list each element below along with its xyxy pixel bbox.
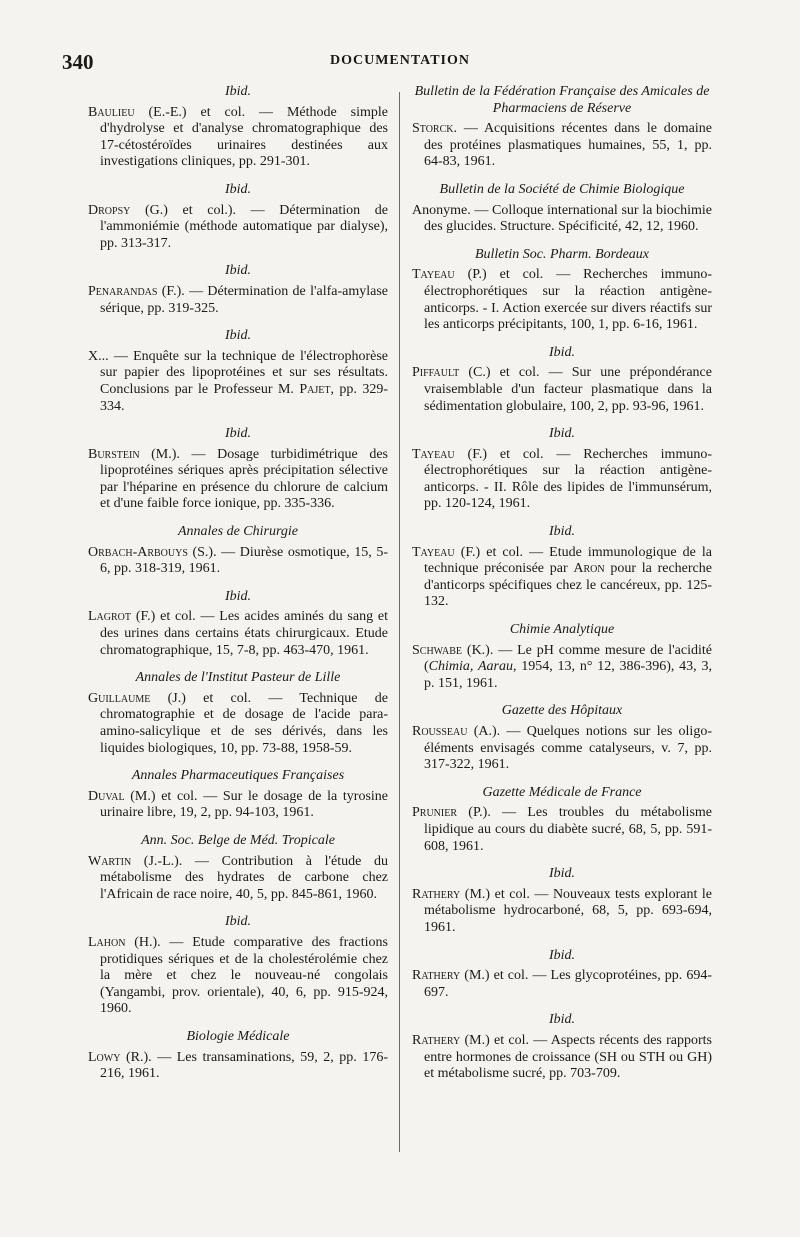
page-number: 340 — [62, 50, 94, 74]
bibliography-entry — [412, 643, 712, 693]
entry-italic: Chimia, Aarau — [428, 659, 513, 675]
running-head: DOCUMENTATION — [329, 53, 471, 68]
entry-text: (K.). — Le pH comme mesure de l'acidité ( — [424, 642, 712, 675]
entry-author: X — [88, 348, 99, 364]
journal-heading: Gazette Médicale de France — [482, 784, 642, 800]
bibliography-entry — [412, 968, 712, 1001]
journal-heading: Bulletin de la Fédération Française des Amicales de Pharmaciens de Réserve — [414, 84, 710, 116]
bibliography-entry — [412, 545, 712, 611]
journal-heading: Biologie Médicale — [186, 1028, 290, 1044]
entry-text: (J.-L.). — Contribution à l'étude du métabolisme des hydrates de carbone chez l'Africain de race noire, 40, 5, pp. 845-861, 1960. — [100, 853, 388, 902]
entry-text: (F.) et col. — Les acides aminés du sang et des urines dans certains états chirurgicaux. Etude chromatographique, 15, 7-8, pp. 463-470, 1961. — [100, 609, 388, 658]
entry-author: Piffault — [412, 365, 460, 381]
entry-text: , pp. 329-334. — [100, 381, 388, 414]
bibliography-entry — [88, 105, 388, 171]
entry-text: (P.). — Les troubles du métabolisme lipidique au cours du diabète sucré, 68, 5, pp. 591-608, 1961. — [424, 805, 712, 854]
journal-heading: Ibid. — [548, 866, 576, 882]
entry-author: Rathery — [412, 886, 461, 902]
entry-text: pour la recherche d'anticorps spécifiques chez le cancéreux, pp. 125-132. — [424, 561, 712, 610]
journal-heading: Bulletin de la Société de Chimie Biologique — [439, 181, 685, 197]
bibliography-entry — [412, 203, 712, 236]
entry-author: Tayeau — [412, 446, 455, 462]
bibliography-entry — [88, 349, 388, 415]
left-column — [88, 84, 388, 1083]
entry-author: Schwabe — [412, 642, 463, 658]
bibliography-entry — [88, 447, 388, 513]
entry-text: , 1954, 13, n° 12, 386-396), 43, 3, p. 151, 1961. — [424, 659, 712, 691]
entry-text: (C.) et col. — Sur une prépondérance vraisemblable d'un facteur plasmatique dans la sédimentation globulaire, 100, 2, pp. 93-96, 1961. — [424, 365, 712, 414]
bibliography-entry — [88, 203, 388, 253]
journal-heading: Ibid. — [548, 426, 576, 442]
bibliography-entry — [88, 935, 388, 1018]
journal-heading: Gazette des Hôpitaux — [501, 703, 623, 719]
entry-author: Prunier — [412, 805, 458, 821]
entry-text: (J.) et col. — Technique de chromatographie et de dosage de l'acide para-amino-salicylique et de ses dérivés, dans les liquides biologiques, 10, pp. 73-88, 1958-59. — [100, 690, 388, 756]
entry-text: (M.) et col. — Aspects récents des rapports entre hormones de croissance (SH ou STH ou GH) et métabolisme sucré, pp. 703-709. — [424, 1032, 712, 1082]
entry-author: Pajet — [299, 381, 331, 397]
entry-text: (H.). — Etude comparative des fractions protidiques sériques et de la cholestérolémie chez la mère et chez le nouveau-né congolais (Yangambi, prov. orientale), 40, 6, pp. 915-924, 1960. — [100, 934, 388, 1017]
journal-heading: Bulletin Soc. Pharm. Bordeaux — [474, 246, 650, 262]
entry-text: (F.) et col. — Etude immunologique de la technique préconisée par — [424, 544, 712, 577]
journal-heading: Ibid. — [224, 263, 252, 279]
journal-heading: Annales de Chirurgie — [177, 524, 299, 540]
journal-heading: Ibid. — [224, 181, 252, 197]
journal-heading: Ibid. — [548, 1012, 576, 1028]
entry-author: Lagrot — [88, 609, 131, 625]
entry-author: Penarandas — [88, 283, 158, 299]
journal-heading: Annales Pharmaceutiques Françaises — [131, 768, 345, 784]
entry-author: Lowy — [88, 1049, 121, 1065]
entry-text: . — Acquisitions récentes dans le domaine des protéines plasmatiques humaines, 55, 1, pp. 64-83, 1961. — [424, 121, 712, 170]
bibliography-entry — [88, 284, 388, 317]
entry-author: Tayeau — [412, 544, 455, 560]
entry-text: (S.). — Diurèse osmotique, 15, 5-6, pp. 318-319, 1961. — [100, 544, 388, 577]
entry-text: Anonyme. — Colloque international sur la biochimie des glucides. Structure. Spécificité, 42, 12, 1960. — [412, 202, 712, 235]
bibliography-entry — [412, 1033, 712, 1083]
entry-text: ... — Enquête sur la technique de l'électrophorèse sur papier des lipoprotéines et sur ses résultats. Conclusions par le Professeur M. — [98, 348, 388, 397]
bibliography-entry — [412, 805, 712, 855]
bibliography-entry — [88, 545, 388, 578]
entry-text: (E.-E.) et col. — Méthode simple d'hydrolyse et d'analyse chromatographique des 17-cétostéroïdes urinaires destinées aux investigations cliniques, pp. 291-301. — [100, 104, 388, 170]
entry-text: (M.). — Dosage turbidimétrique des lipoprotéines sériques après précipitation sélective par l'héparine en présence du chlorure de calcium et d'une faible force ionique, pp. 335-336. — [100, 446, 388, 512]
entry-author: Orbach-Arbouys — [88, 544, 188, 560]
bibliography-entry — [412, 887, 712, 937]
entry-text: (F.) et col. — Recherches immuno-électrophorétiques sur la réaction antigène-anticorps. - II. Rôle des lipides de l'immunsérum, pp. 120-124, 1961. — [424, 446, 712, 512]
bibliography-entry — [412, 447, 712, 513]
entry-text: (A.). — Quelques notions sur les oligo-éléments envisagés comme catalyseurs, v. 7, pp. 317-322, 1961. — [424, 724, 712, 773]
entry-author: Guillaume — [88, 690, 151, 706]
journal-heading: Ibid. — [548, 524, 576, 540]
entry-author: Lahon — [88, 934, 126, 950]
entry-author: Tayeau — [412, 267, 455, 283]
entry-text: (M.) et col. — Les glycoprotéines, pp. 694-697. — [424, 968, 712, 1000]
journal-heading: Chimie Analytique — [509, 622, 615, 638]
entry-text: (F.). — Détermination de l'alfa-amylase sérique, pp. 319-325. — [100, 283, 388, 316]
right-column — [412, 84, 712, 1083]
journal-heading: Ibid. — [224, 84, 252, 99]
journal-heading: Ibid. — [224, 914, 252, 930]
journal-heading: Ann. Soc. Belge de Méd. Tropicale — [141, 832, 335, 848]
entry-text: (G.) et col.). — Détermination de l'ammoniémie (méthode automatique par dialyse), pp. 313-317. — [100, 202, 388, 251]
bibliography-entry — [88, 854, 388, 904]
bibliography-entry — [412, 121, 712, 171]
bibliography-entry — [412, 267, 712, 333]
entry-author: Duval — [88, 788, 125, 804]
bibliography-entry — [88, 609, 388, 659]
entry-author: Aron — [573, 561, 605, 577]
bibliography-entry — [88, 1050, 388, 1083]
entry-author: Storck — [412, 121, 454, 137]
entry-author: Rathery — [412, 1032, 461, 1048]
entry-text: (P.) et col. — Recherches immuno-électrophorétiques sur la réaction antigène-anticorps. - I. Action exercée sur divers réactifs sur les anticorps précipitants, 100, 1, pp. 6-16, 1961. — [424, 267, 712, 333]
entry-text: (M.) et col. — Sur le dosage de la tyrosine urinaire libre, 19, 2, pp. 94-103, 1961. — [100, 788, 388, 821]
entry-text: (R.). — Les transaminations, 59, 2, pp. 176-216, 1961. — [100, 1049, 388, 1082]
bibliography-entry — [88, 789, 388, 822]
entry-author: Burstein — [88, 446, 140, 462]
journal-heading: Ibid. — [548, 947, 576, 963]
bibliography-entry — [88, 691, 388, 757]
journal-heading: Ibid. — [224, 426, 252, 442]
entry-author: Wartin — [88, 853, 132, 869]
entry-author: Baulieu — [88, 104, 135, 120]
entry-author: Dropsy — [88, 202, 131, 218]
column-divider — [399, 92, 400, 1152]
bibliography-entry — [412, 365, 712, 415]
bibliography-entry — [412, 724, 712, 774]
journal-heading: Ibid. — [224, 588, 252, 604]
entry-author: Rathery — [412, 968, 461, 984]
entry-text: (M.) et col. — Nouveaux tests explorant le métabolisme hydrocarboné, 68, 5, pp. 693-694, 1961. — [424, 886, 712, 935]
journal-heading: Annales de l'Institut Pasteur de Lille — [135, 670, 341, 686]
journal-heading: Ibid. — [548, 344, 576, 360]
journal-heading: Ibid. — [224, 328, 252, 344]
entry-author: Rousseau — [412, 724, 468, 739]
